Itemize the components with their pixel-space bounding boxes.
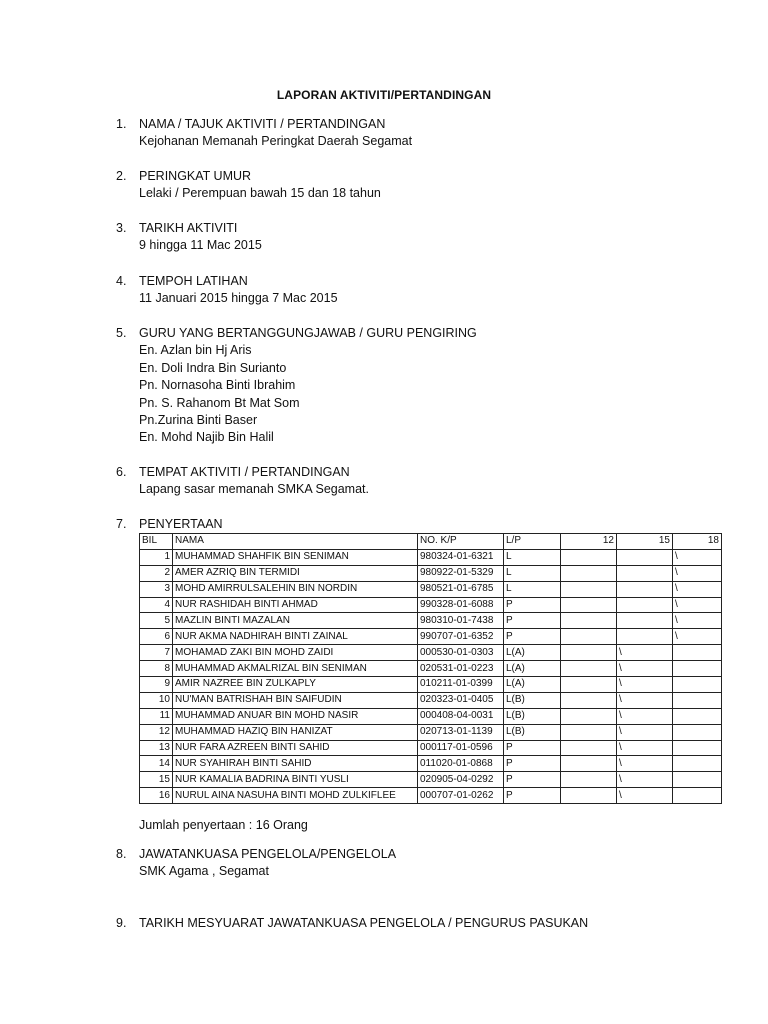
cell-lp: L(B) — [504, 692, 561, 708]
participant-total: Jumlah penyertaan : 16 Orang — [139, 818, 308, 832]
cell-lp: L(B) — [504, 708, 561, 724]
cell-age-12 — [561, 581, 617, 597]
cell-age-15 — [617, 581, 673, 597]
cell-no-kp: 980310-01-7438 — [418, 613, 504, 629]
cell-age-15: \ — [617, 661, 673, 677]
cell-age-18 — [673, 708, 722, 724]
section-9 — [116, 915, 588, 932]
cell-nama: NURUL AINA NASUHA BINTI MOHD ZULKIFLEE — [173, 788, 418, 804]
section-line: Kejohanan Memanah Peringkat Daerah Segamat — [139, 134, 413, 149]
section-6 — [116, 464, 369, 499]
section-line: En. Azlan bin Hj Aris — [139, 343, 252, 358]
participants-table — [139, 533, 722, 804]
cell-lp: P — [504, 629, 561, 645]
section-body — [139, 846, 396, 881]
cell-nama: NUR FARA AZREEN BINTI SAHID — [173, 740, 418, 756]
cell-no-kp: 020323-01-0405 — [418, 692, 504, 708]
section-number: 7. — [116, 517, 127, 531]
table-row — [140, 565, 722, 581]
table-row — [140, 724, 722, 740]
cell-age-15: \ — [617, 756, 673, 772]
cell-age-18 — [673, 724, 722, 740]
cell-age-12 — [561, 677, 617, 693]
header-bil: BIL — [140, 534, 173, 550]
section-number: 2. — [116, 169, 127, 183]
cell-lp: P — [504, 740, 561, 756]
section-number: 1. — [116, 117, 127, 131]
section-heading: TEMPOH LATIHAN — [139, 274, 248, 288]
cell-no-kp: 000408-04-0031 — [418, 708, 504, 724]
cell-no-kp: 990707-01-6352 — [418, 629, 504, 645]
cell-nama: NUR RASHIDAH BINTI AHMAD — [173, 597, 418, 613]
cell-age-12 — [561, 565, 617, 581]
cell-age-18: \ — [673, 597, 722, 613]
table-row — [140, 756, 722, 772]
cell-age-12 — [561, 756, 617, 772]
section-body — [139, 516, 223, 533]
cell-bil: 14 — [140, 756, 173, 772]
section-body — [139, 464, 369, 499]
cell-age-15: \ — [617, 724, 673, 740]
table-row — [140, 677, 722, 693]
table-row — [140, 788, 722, 804]
cell-lp: P — [504, 772, 561, 788]
section-number: 4. — [116, 274, 127, 288]
cell-no-kp: 980922-01-5329 — [418, 565, 504, 581]
cell-age-15: \ — [617, 645, 673, 661]
cell-nama: MAZLIN BINTI MAZALAN — [173, 613, 418, 629]
cell-bil: 7 — [140, 645, 173, 661]
cell-age-15: \ — [617, 788, 673, 804]
cell-age-15: \ — [617, 677, 673, 693]
section-number: 3. — [116, 221, 127, 235]
section-number: 6. — [116, 465, 127, 479]
section-line: Lapang sasar memanah SMKA Segamat. — [139, 482, 369, 497]
cell-nama: MUHAMMAD SHAHFIK BIN SENIMAN — [173, 549, 418, 565]
cell-lp: P — [504, 597, 561, 613]
cell-bil: 5 — [140, 613, 173, 629]
cell-age-15 — [617, 629, 673, 645]
cell-no-kp: 010211-01-0399 — [418, 677, 504, 693]
section-body — [139, 325, 477, 447]
cell-age-18: \ — [673, 629, 722, 645]
cell-age-18 — [673, 661, 722, 677]
cell-no-kp: 000707-01-0262 — [418, 788, 504, 804]
cell-bil: 9 — [140, 677, 173, 693]
cell-lp: L — [504, 581, 561, 597]
section-number: 8. — [116, 847, 127, 861]
cell-age-12 — [561, 708, 617, 724]
section-body — [139, 915, 588, 932]
cell-age-18: \ — [673, 549, 722, 565]
section-body — [139, 220, 262, 255]
cell-age-12 — [561, 661, 617, 677]
table-row — [140, 645, 722, 661]
cell-age-12 — [561, 645, 617, 661]
section-heading: TEMPAT AKTIVITI / PERTANDINGAN — [139, 465, 350, 479]
cell-age-15: \ — [617, 772, 673, 788]
cell-no-kp: 990328-01-6088 — [418, 597, 504, 613]
section-number: 5. — [116, 326, 127, 340]
section-3 — [116, 220, 262, 255]
cell-nama: MUHAMMAD HAZIQ BIN HANIZAT — [173, 724, 418, 740]
cell-nama: AMIR NAZREE BIN ZULKAPLY — [173, 677, 418, 693]
cell-nama: NUR AKMA NADHIRAH BINTI ZAINAL — [173, 629, 418, 645]
cell-age-18 — [673, 740, 722, 756]
cell-age-12 — [561, 629, 617, 645]
table-row — [140, 613, 722, 629]
cell-no-kp: 020905-04-0292 — [418, 772, 504, 788]
cell-age-18 — [673, 692, 722, 708]
cell-bil: 13 — [140, 740, 173, 756]
cell-no-kp: 000117-01-0596 — [418, 740, 504, 756]
cell-age-12 — [561, 788, 617, 804]
header-age-15: 15 — [617, 534, 673, 550]
section-5 — [116, 325, 477, 447]
cell-lp: L(A) — [504, 661, 561, 677]
section-body — [139, 273, 338, 308]
cell-age-18: \ — [673, 565, 722, 581]
cell-bil: 2 — [140, 565, 173, 581]
section-2 — [116, 168, 381, 203]
cell-bil: 4 — [140, 597, 173, 613]
cell-bil: 10 — [140, 692, 173, 708]
cell-nama: NUR SYAHIRAH BINTI SAHID — [173, 756, 418, 772]
table-row — [140, 597, 722, 613]
section-1 — [116, 116, 412, 151]
cell-age-18 — [673, 677, 722, 693]
cell-age-15 — [617, 549, 673, 565]
table-row — [140, 581, 722, 597]
section-body — [139, 116, 412, 151]
header-age-18: 18 — [673, 534, 722, 550]
cell-age-15 — [617, 597, 673, 613]
cell-bil: 3 — [140, 581, 173, 597]
table-row — [140, 692, 722, 708]
table-row — [140, 629, 722, 645]
cell-age-15 — [617, 613, 673, 629]
section-line: 11 Januari 2015 hingga 7 Mac 2015 — [139, 291, 338, 306]
cell-age-18 — [673, 788, 722, 804]
section-heading: GURU YANG BERTANGGUNGJAWAB / GURU PENGIRING — [139, 326, 477, 340]
cell-bil: 12 — [140, 724, 173, 740]
cell-no-kp: 020713-01-1139 — [418, 724, 504, 740]
cell-bil: 16 — [140, 788, 173, 804]
cell-lp: L(A) — [504, 645, 561, 661]
table-row — [140, 549, 722, 565]
section-line: 9 hingga 11 Mac 2015 — [139, 238, 262, 253]
cell-nama: MOHAMAD ZAKI BIN MOHD ZAIDI — [173, 645, 418, 661]
section-heading: TARIKH MESYUARAT JAWATANKUASA PENGELOLA / PENGURUS PASUKAN — [139, 916, 589, 930]
cell-nama: MOHD AMIRRULSALEHIN BIN NORDIN — [173, 581, 418, 597]
cell-age-15: \ — [617, 692, 673, 708]
cell-nama: MUHAMMAD AKMALRIZAL BIN SENIMAN — [173, 661, 418, 677]
cell-age-12 — [561, 740, 617, 756]
cell-age-12 — [561, 692, 617, 708]
table-row — [140, 661, 722, 677]
cell-age-12 — [561, 597, 617, 613]
cell-bil: 11 — [140, 708, 173, 724]
cell-nama: AMER AZRIQ BIN TERMIDI — [173, 565, 418, 581]
cell-age-12 — [561, 549, 617, 565]
section-body — [139, 168, 381, 203]
report-title: LAPORAN AKTIVITI/PERTANDINGAN — [276, 88, 492, 102]
section-heading: NAMA / TAJUK AKTIVITI / PERTANDINGAN — [139, 117, 386, 131]
section-line: Pn.Zurina Binti Baser — [139, 413, 258, 428]
cell-age-12 — [561, 724, 617, 740]
section-8 — [116, 846, 396, 881]
section-heading: TARIKH AKTIVITI — [139, 221, 238, 235]
header-nama: NAMA — [173, 534, 418, 550]
table-row — [140, 772, 722, 788]
section-heading: JAWATANKUASA PENGELOLA/PENGELOLA — [139, 847, 397, 861]
cell-bil: 6 — [140, 629, 173, 645]
cell-age-18 — [673, 772, 722, 788]
section-line: Pn. S. Rahanom Bt Mat Som — [139, 395, 300, 410]
cell-age-15 — [617, 565, 673, 581]
cell-no-kp: 980324-01-6321 — [418, 549, 504, 565]
cell-lp: P — [504, 756, 561, 772]
cell-no-kp: 980521-01-6785 — [418, 581, 504, 597]
cell-age-12 — [561, 772, 617, 788]
cell-lp: L(B) — [504, 724, 561, 740]
section-line: Lelaki / Perempuan bawah 15 dan 18 tahun — [139, 186, 381, 201]
cell-no-kp: 000530-01-0303 — [418, 645, 504, 661]
section-4 — [116, 273, 338, 308]
cell-nama: MUHAMMAD ANUAR BIN MOHD NASIR — [173, 708, 418, 724]
cell-bil: 1 — [140, 549, 173, 565]
cell-bil: 15 — [140, 772, 173, 788]
cell-lp: P — [504, 613, 561, 629]
section-line: En. Mohd Najib Bin Halil — [139, 430, 274, 445]
cell-age-12 — [561, 613, 617, 629]
cell-lp: L — [504, 549, 561, 565]
section-number: 9. — [116, 916, 127, 930]
cell-age-15: \ — [617, 708, 673, 724]
header-lp: L/P — [504, 534, 561, 550]
table-header-row — [140, 534, 722, 550]
cell-age-18 — [673, 645, 722, 661]
cell-age-18: \ — [673, 581, 722, 597]
cell-age-18: \ — [673, 613, 722, 629]
cell-age-18 — [673, 756, 722, 772]
section-line: SMK Agama , Segamat — [139, 864, 269, 879]
cell-age-15: \ — [617, 740, 673, 756]
cell-nama: NU'MAN BATRISHAH BIN SAIFUDIN — [173, 692, 418, 708]
header-age-12: 12 — [561, 534, 617, 550]
section-7 — [116, 516, 223, 533]
section-heading: PENYERTAAN — [139, 517, 223, 531]
cell-lp: L — [504, 565, 561, 581]
cell-no-kp: 011020-01-0868 — [418, 756, 504, 772]
section-line: En. Doli Indra Bin Surianto — [139, 360, 287, 375]
cell-nama: NUR KAMALIA BADRINA BINTI YUSLI — [173, 772, 418, 788]
table-row — [140, 708, 722, 724]
cell-no-kp: 020531-01-0223 — [418, 661, 504, 677]
table-row — [140, 740, 722, 756]
cell-lp: P — [504, 788, 561, 804]
header-no-kp: NO. K/P — [418, 534, 504, 550]
section-heading: PERINGKAT UMUR — [139, 169, 252, 183]
cell-lp: L(A) — [504, 677, 561, 693]
cell-bil: 8 — [140, 661, 173, 677]
section-line: Pn. Nornasoha Binti Ibrahim — [139, 378, 296, 393]
